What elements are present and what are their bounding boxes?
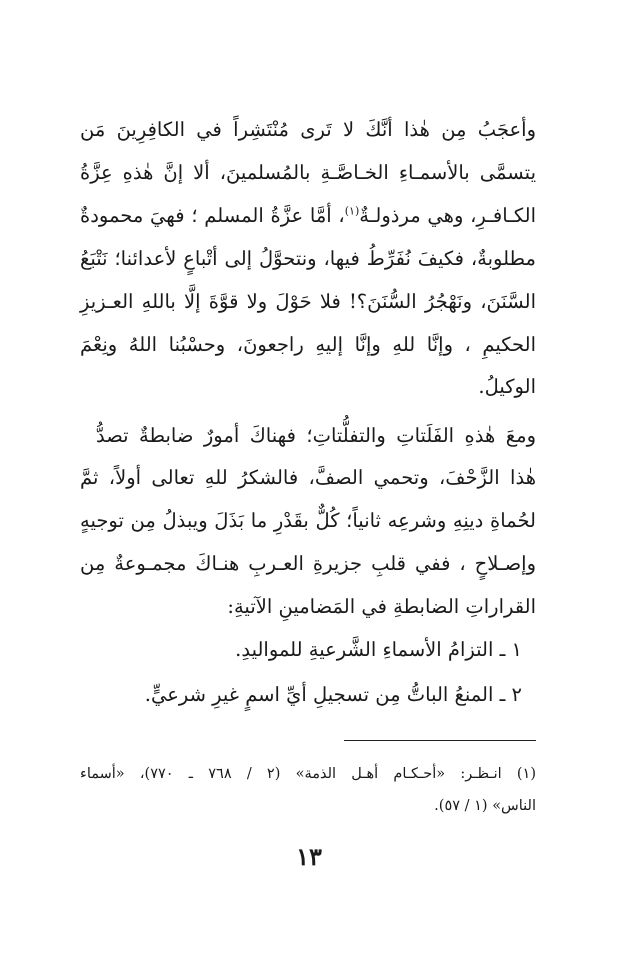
paragraph-2-line-4: وإصـلاحٍ ، ففي قلبِ جزيرةِ العـربِ هنـاكَ مجمـوعةٌ مِن xyxy=(80,552,536,575)
list-item-1: ١ ـ التزامُ الأسماءِ الشَّرعيةِ للمواليدِ. xyxy=(235,638,522,661)
footnote-line-1: (١) انـظـر: «أحـكـام أهـل الذمة» (٢ / ٧٦٨ ـ ٧٧٠)، «أسماء xyxy=(80,766,536,782)
paragraph-1-line-2: يتسمَّى بالأسمـاءِ الخـاصَّـةِ بالمُسلمينَ، ألا إنَّ هٰذهِ عِزَّةُ xyxy=(80,161,536,184)
text-fragment: ، أمَّا عزَّةُ المسلم ؛ فهيَ محمودةٌ xyxy=(80,204,345,227)
paragraph-1-line-6: الحكيمِ ، وإنَّا للهِ وإنَّا إليهِ راجعونَ، وحسْبُنا اللهُ ونِعْمَ xyxy=(80,333,536,356)
footnote-line-2: الناس» (١ / ٥٧). xyxy=(434,798,536,814)
footnote-marker: (١) xyxy=(344,204,360,218)
paragraph-2-line-5: القراراتِ الضابطةِ في المَضامينِ الآتيةِ: xyxy=(227,595,536,618)
paragraph-1-line-7: الوكيلُ. xyxy=(478,375,536,398)
text-fragment: الكـافـرِ، وهي مرذولـةٌ xyxy=(359,204,536,227)
paragraph-2-line-3: لحُماةِ دينِهِ وشرعِه ثانياً؛ كُلٌّ بقَدْرِ ما بَذَلَ ويبذلُ مِن توجيهٍ xyxy=(80,509,536,532)
footnote-separator xyxy=(344,740,536,741)
paragraph-1-line-3 xyxy=(80,201,536,231)
paragraph-2-line-1: ومعَ هٰذهِ الفَلَتاتِ والتفلُّتاتِ؛ فهناكَ أمورٌ ضابطةٌ تصدُّ xyxy=(96,424,536,447)
paragraph-1-line-4: مطلوبةٌ، فكيفَ نُفَرِّطُ فيها، ونتحوَّلُ إلى أتْباعٍ لأعدائنا؛ نَتْبَعُ xyxy=(80,247,536,270)
paragraph-1-line-5: السَّنَنَ، ونَهْجُرُ السُّنَنَ؟! فلا حَوْلَ ولا قوَّةَ إلَّا باللهِ العـزيزِ xyxy=(80,290,536,313)
paragraph-2-line-2: هٰذا الزَّحْفَ، وتحمي الصفَّ، فالشكرُ للهِ تعالى أولاً، ثمَّ xyxy=(80,466,536,489)
list-item-2: ٢ ـ المنعُ الباتُّ مِن تسجيلِ أيِّ اسمٍ غيرِ شرعيٍّ. xyxy=(144,683,522,706)
paragraph-1-line-1: وأعجَبُ مِن هٰذا أنَّكَ لا تَرى مُنْتَشِراً في الكافِرِينَ مَن xyxy=(80,118,536,141)
page-number: ١٣ xyxy=(296,842,322,871)
